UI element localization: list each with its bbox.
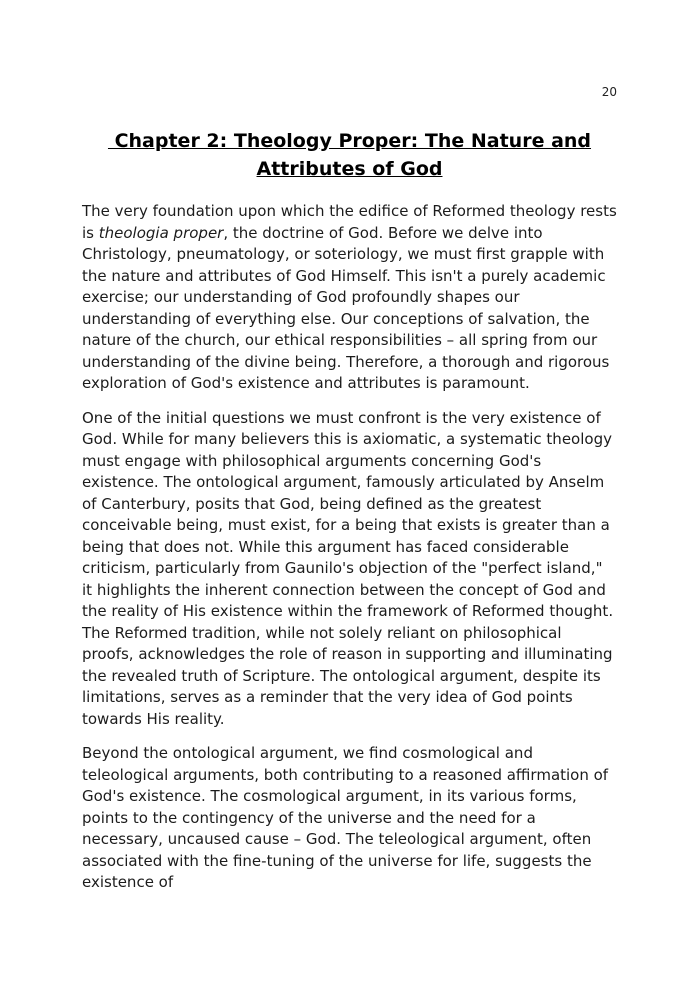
chapter-heading-line-1: Chapter 2: Theology Proper: The Nature and <box>107 130 592 152</box>
chapter-heading-line-2: Attributes of God <box>256 158 443 180</box>
paragraph-2: One of the initial questions we must confront is the very existence of God. While for many believers this is axiomatic, a systematic theology must engage with philosophical arguments concerning God's existence. The ontological argument, famously articulated by Anselm of Canterbury, posits that God, being defined as the greatest conceivable being, must exist, for a being that exists is greater than a being that does not. While this argument has faced considerable criticism, particularly from Gaunilo's objection of the "perfect island," it highlights the inherent connection between the concept of God and the reality of His existence within the framework of Reformed thought. The Reformed tradition, while not solely reliant on philosophical proofs, acknowledges the role of reason in supporting and illuminating the revealed truth of Scripture. The ontological argument, despite its limitations, serves as a reminder that the very idea of God points towards His reality. <box>82 408 614 728</box>
chapter-heading <box>82 127 617 183</box>
paragraph-1-text-continued: , the doctrine of God. Before we delve into Christology, pneumatology, or soteriology, we must first grapple with the nature and attributes of God Himself. This isn't a purely academic exercise; our understanding of God profoundly shapes our understanding of everything else. Our conceptions of salvation, the nature of the church, our ethical responsibilities – all spring from our understanding of the divine being. Therefore, a thorough and rigorous exploration of God's existence and attributes is paramount. <box>82 223 610 392</box>
page-number: 20 <box>601 85 617 99</box>
paragraph-3: Beyond the ontological argument, we find cosmological and teleological arguments, both contributing to a reasoned affirmation of God's existence. The cosmological argument, in its various forms, points to the contingency of the universe and the need for a necessary, uncaused cause – God. The teleological argument, often associated with the fine-tuning of the universe for life, suggests the existence of <box>82 744 609 891</box>
paragraph-1 <box>82 201 617 395</box>
paragraph-1-italic-phrase: theologia proper <box>98 223 224 242</box>
paragraph-1-text: The very foundation upon which the edifice of Reformed theology rests is <box>82 202 617 242</box>
